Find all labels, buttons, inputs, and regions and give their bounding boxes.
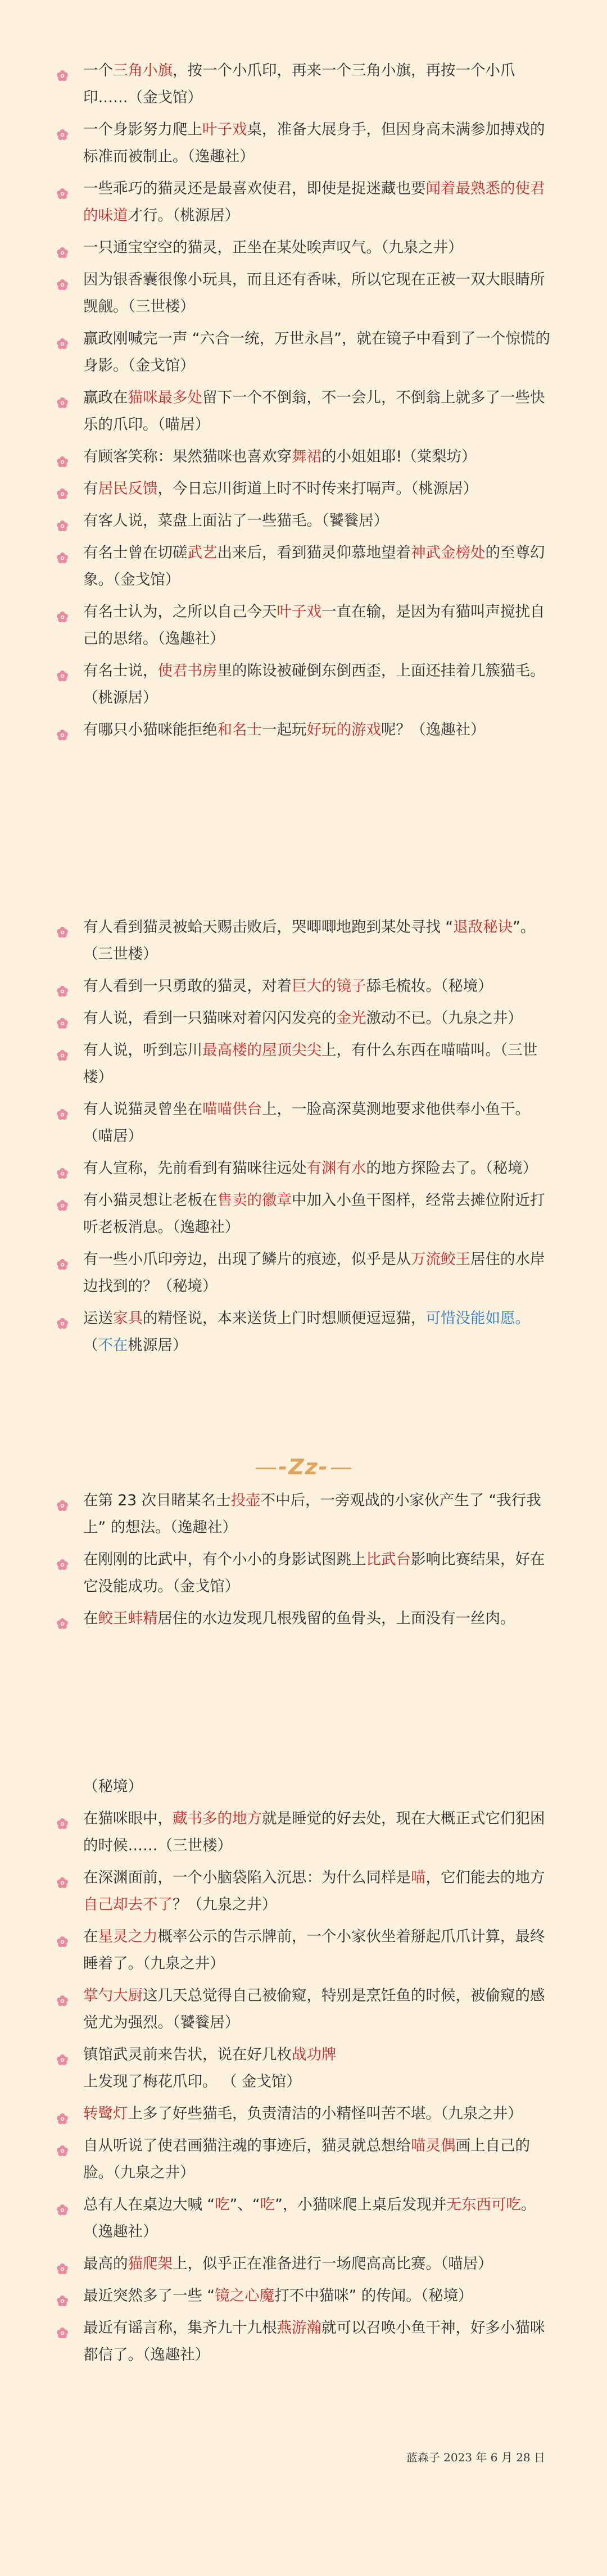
list-item <box>0 1096 607 1150</box>
text-segment: 在深渊面前，一个小脑袋陷入沉思：为什么同样是 <box>83 1869 411 1886</box>
list-item <box>0 57 607 111</box>
pink-flower-icon <box>56 2321 69 2334</box>
highlight-red: 猫咪最多处 <box>128 389 202 406</box>
section-3 <box>0 1487 607 1637</box>
list-item <box>0 973 607 1000</box>
list-item <box>0 2283 607 2310</box>
highlight-red: 星灵之力 <box>98 1928 158 1945</box>
list-item <box>0 116 607 170</box>
text-segment: 上发现了梅花爪印。 （ 金戈馆） <box>83 2073 301 2090</box>
pink-flower-icon <box>56 1989 69 2002</box>
pink-flower-icon <box>56 64 69 76</box>
pink-flower-icon <box>56 605 69 618</box>
highlight-red: 叶子戏 <box>277 603 321 621</box>
pink-flower-icon <box>56 1162 69 1174</box>
text-segment: 有名士说， <box>83 662 158 680</box>
text-segment: 就可以召唤小鱼干神，好多小猫咪都信了。（逸趣社） <box>83 2319 545 2364</box>
highlight-red: 三角小旗 <box>113 62 173 79</box>
list-item <box>0 599 607 653</box>
pink-flower-icon <box>56 332 69 345</box>
list-item <box>0 1923 607 1977</box>
highlight-red: 自己却去不了 <box>83 1896 173 1913</box>
list-item <box>0 508 607 535</box>
text-segment: 的地方探险去了。（秘境） <box>366 1160 538 1177</box>
list-item <box>0 443 607 470</box>
pink-flower-icon <box>56 1312 69 1324</box>
list-item <box>0 1037 607 1091</box>
text-segment: 有小猫灵想让老板在 <box>83 1192 218 1209</box>
pink-flower-icon <box>56 1253 69 1265</box>
list-item <box>0 658 607 712</box>
text-segment: 一些乖巧的猫灵还是最喜欢使君，即使是捉迷藏也要 <box>83 180 426 197</box>
pink-flower-icon <box>56 1930 69 1943</box>
text-segment: 桌，准备大展身手，但因身高未满参加搏戏的标准而被制止。（逸趣社） <box>83 121 545 165</box>
text-segment: 上，有什么东西在喵喵叫。（三世楼） <box>83 1042 538 1086</box>
highlight-blue: 不在 <box>98 1337 128 1354</box>
highlight-red: 武艺 <box>187 544 218 562</box>
highlight-red: 投壶 <box>230 1492 261 1509</box>
pink-flower-icon <box>56 241 69 253</box>
text-segment: 呢？（逸趣社） <box>381 721 486 739</box>
text-segment: 最近有谣言称，集齐九十九根 <box>83 2319 277 2337</box>
highlight-red: 好玩的游戏 <box>306 721 381 739</box>
list-item <box>0 540 607 594</box>
text-segment: 有人看到猫灵被蛤天赐击败后，哭唧唧地跑到某处寻找 “ <box>83 918 454 936</box>
text-segment: 激动不已。（九泉之井） <box>366 1009 523 1027</box>
text-segment: 影响比赛结果，好在它没能成功。（金戈馆） <box>83 1551 545 1595</box>
text-segment: 里的陈设被碰倒东倒西歪，上面还挂着几簇猫毛。（桃源居） <box>83 662 545 707</box>
highlight-red: 万流鲛王 <box>411 1251 470 1268</box>
highlight-red: 退敌秘诀 <box>453 918 513 936</box>
list-item <box>0 2315 607 2369</box>
text-segment: 中加入小鱼干图样，经常去摊位附近打听老板消息。（逸趣社） <box>83 1192 545 1236</box>
text-segment: 上多了好些猫毛，负责清洁的小精怪叫苦不堪。（九泉之井） <box>128 2105 523 2122</box>
list-item <box>0 1487 607 1541</box>
list-item <box>0 1005 607 1032</box>
text-segment: 在 <box>83 1928 98 1945</box>
text-segment: ”，小猫咪爬上桌后发现并 <box>275 2196 447 2213</box>
list-item <box>0 717 607 744</box>
section-4 <box>0 1773 607 2374</box>
text-segment: 有名士曾在切磋 <box>83 544 188 562</box>
text-segment: 有人说，看到一只猫咪对着闪闪发亮的 <box>83 1009 337 1027</box>
text-segment: 最高的 <box>83 2255 128 2272</box>
pink-flower-icon <box>56 1612 69 1624</box>
text-segment: ？（九泉之井） <box>173 1896 277 1913</box>
text-segment: ，按一个小爪印，再来一个三角小旗，再按一个小爪印……（金戈馆） <box>83 62 515 106</box>
pink-flower-icon <box>56 980 69 992</box>
text-segment: 才行。（桃源居） <box>128 207 240 224</box>
text-segment: 最近突然多了一些 “ <box>83 2287 215 2305</box>
highlight-red: 舞裙 <box>292 448 321 465</box>
highlight-blue: 可惜没能如愿。 <box>425 1310 530 1327</box>
pink-flower-icon <box>56 546 69 559</box>
highlight-red: 最高楼的屋顶尖尖 <box>202 1042 321 1059</box>
pink-flower-icon <box>56 123 69 135</box>
text-segment: 在刚刚的比武中，有个小小的身影试图跳上 <box>83 1551 366 1568</box>
pink-flower-icon <box>56 1871 69 1884</box>
text-segment: 有 <box>83 480 98 497</box>
highlight-red: 叶子戏 <box>202 121 247 138</box>
pink-flower-icon <box>56 482 69 495</box>
pink-flower-icon <box>56 921 69 933</box>
text-segment: 赢政在 <box>83 389 128 406</box>
text-segment: 有名士认为，之所以自己今天 <box>83 603 277 621</box>
highlight-red: 售卖的徽章 <box>217 1192 292 1209</box>
text-segment: 画上自己的脸。（九泉之井） <box>83 2137 530 2181</box>
text-segment: 在猫咪眼中， <box>83 1810 173 1827</box>
highlight-red: 掌勺大厨 <box>83 1987 143 2004</box>
list-item <box>0 1155 607 1182</box>
highlight-red: 藏书多的地方 <box>173 1810 262 1827</box>
pink-flower-icon <box>56 2289 69 2302</box>
text-segment: 有人说，听到忘川 <box>83 1042 202 1059</box>
highlight-red: 猫爬架 <box>128 2255 173 2272</box>
list-item <box>0 1546 607 1600</box>
highlight-red: 居民反馈 <box>98 480 158 497</box>
text-segment: 的至尊幻象。（金戈馆） <box>83 544 545 588</box>
text-segment: 上，一脸高深莫测地要求他供奉小鱼干。（喵居） <box>83 1101 530 1145</box>
highlight-red: 战功牌 <box>292 2046 337 2063</box>
highlight-red: 无东西可吃 <box>446 2196 521 2213</box>
text-segment: 自从听说了使君画猫注魂的事迹后，猫灵就总想给 <box>83 2137 411 2154</box>
orphan-tag: （秘境） <box>83 1778 143 1795</box>
text-segment: 一个 <box>83 62 113 79</box>
pink-flower-icon <box>56 1553 69 1565</box>
list-item <box>0 266 607 320</box>
highlight-red: 和名士 <box>217 721 262 739</box>
list-item <box>0 325 607 379</box>
zz-divider: -Zz- <box>0 1455 607 1479</box>
text-segment: 有人看到一只勇敢的猫灵，对着 <box>83 977 292 995</box>
pink-flower-icon <box>56 1812 69 1825</box>
text-segment: 总有人在桌边大喊 “ <box>83 2196 215 2213</box>
pink-flower-icon <box>56 450 69 463</box>
list-item <box>0 234 607 261</box>
text-segment: 因为银香囊很像小玩具，而且还有香味，所以它现在正被一双大眼睛所觊觎。（三世楼） <box>83 271 545 315</box>
list-item <box>0 1187 607 1241</box>
highlight-red: 神武金榜处 <box>411 544 486 562</box>
pink-flower-icon <box>56 1103 69 1115</box>
highlight-red: 转鹭灯 <box>83 2105 128 2122</box>
pink-flower-icon <box>56 273 69 286</box>
highlight-red: 家具 <box>113 1310 143 1327</box>
list-item <box>0 1246 607 1300</box>
text-segment: 留下一个不倒翁，不一会儿，不倒翁上就多了一些快乐的爪印。（喵居） <box>83 389 545 433</box>
list-item <box>0 384 607 438</box>
text-segment: 舔毛梳妆。（秘境） <box>366 977 493 995</box>
highlight-red: 鲛王蚌精 <box>98 1610 158 1627</box>
highlight-red: 喵 <box>411 1869 426 1886</box>
text-segment: 桃源居） <box>128 1337 188 1354</box>
text-segment: 在第 23 次目睹某名士 <box>83 1492 231 1509</box>
text-segment: 有客人说，菜盘上面沾了一些猫毛。（饕餮居） <box>83 512 389 529</box>
text-segment: 出来后，看到猫灵仰慕地望着 <box>217 544 411 562</box>
highlight-red: 闻着最熟悉的使君的味道 <box>83 180 545 224</box>
pink-flower-icon <box>56 2198 69 2211</box>
pink-flower-icon <box>56 1194 69 1206</box>
highlight-red: 金光 <box>336 1009 366 1027</box>
text-segment: ”。（三世楼） <box>83 918 536 963</box>
text-segment: 概率公示的告示牌前，一个小家伙坐着掰起爪爪计算，最终睡着了。（九泉之井） <box>83 1928 545 1972</box>
text-segment: 上，似乎正在准备进行一场爬高高比赛。（喵居） <box>173 2255 493 2272</box>
text-segment: （ <box>83 1337 98 1354</box>
text-segment: 赢政刚喊完一声 “六合一统，万世永昌”，就在镜子中看到了一个惊慌的身影。（金戈馆） <box>83 330 550 374</box>
text-segment: 有一些小爪印旁边，出现了鳞片的痕迹，似乎是从 <box>83 1251 411 1268</box>
list-item <box>0 476 607 502</box>
text-segment: 一直在输，是因为有猫叫声搅扰自己的思绪。（逸趣社） <box>83 603 545 648</box>
list-item <box>0 2192 607 2245</box>
highlight-red: 巨大的镜子 <box>292 977 366 995</box>
pink-flower-icon <box>56 1044 69 1056</box>
text-segment: 。（逸趣社） <box>83 2196 536 2240</box>
text-segment: ，今日忘川街道上时不时传来打嗝声。（桃源居） <box>157 480 478 497</box>
text-segment: ，它们能去的地方 <box>425 1869 545 1886</box>
list-item <box>0 1605 607 1632</box>
list-item <box>0 1805 607 1859</box>
footer-date: 蓝森子 2023 年 6 月 28 日 <box>406 2451 545 2464</box>
text-segment: 的小姐姐耶!（棠梨坊） <box>321 448 477 465</box>
list-item <box>0 2133 607 2186</box>
highlight-red: 燕游瀚 <box>277 2319 321 2337</box>
list-item <box>0 1305 607 1359</box>
pink-flower-icon <box>56 2139 69 2152</box>
list-item <box>0 2041 607 2095</box>
list-item <box>0 2100 607 2127</box>
text-segment: 居住的水岸边找到的？（秘境） <box>83 1251 545 1295</box>
text-segment: 居住的水边发现几根残留的鱼骨头，上面没有一丝肉。 <box>157 1610 515 1627</box>
text-segment: 有顾客笑称：果然猫咪也喜欢穿 <box>83 448 292 465</box>
list-item <box>0 914 607 968</box>
pink-flower-icon <box>56 1012 69 1024</box>
highlight-red: 镜之心魔 <box>215 2287 275 2305</box>
section-2 <box>0 914 607 1364</box>
pink-flower-icon <box>56 664 69 677</box>
text-segment: ”、“ <box>229 2196 260 2213</box>
pink-flower-icon <box>56 2257 69 2270</box>
text-segment: 运送 <box>83 1310 113 1327</box>
pink-flower-icon <box>56 1494 69 1506</box>
pink-flower-icon <box>56 182 69 194</box>
list-item <box>0 1864 607 1918</box>
text-segment: 一个身影努力爬上 <box>83 121 202 138</box>
text-segment: 在 <box>83 1610 98 1627</box>
text-segment: 镇馆武灵前来告状，说在好几枚 <box>83 2046 292 2063</box>
highlight-red: 比武台 <box>366 1551 411 1568</box>
pink-flower-icon <box>56 2107 69 2120</box>
pink-flower-icon <box>56 723 69 736</box>
highlight-red: 喵喵供台 <box>202 1101 262 1118</box>
highlight-red: 使君书房 <box>157 662 218 680</box>
highlight-red: 喵灵偶 <box>411 2137 456 2154</box>
text-segment: 有人说猫灵曾坐在 <box>83 1101 202 1118</box>
pink-flower-icon <box>56 2048 69 2061</box>
section-1 <box>0 57 607 749</box>
highlight-red: 吃 <box>215 2196 230 2213</box>
highlight-red: 有渊有水 <box>306 1160 366 1177</box>
text-segment: 一起玩 <box>262 721 307 739</box>
text-segment: 有人宣称，先前看到有猫咪往远处 <box>83 1160 307 1177</box>
text-segment: 打不中猫咪” 的传闻。（秘境） <box>274 2287 473 2305</box>
pink-flower-icon <box>56 391 69 404</box>
text-segment: 的精怪说，本来送货上门时想顺便逗逗猫， <box>143 1310 426 1327</box>
highlight-red: 吃 <box>260 2196 275 2213</box>
list-item <box>0 2251 607 2278</box>
list-item <box>0 175 607 229</box>
list-item <box>0 1982 607 2036</box>
text-segment: 一只通宝空空的猫灵，正坐在某处唉声叹气。（九泉之井） <box>83 239 463 256</box>
text-segment: 就是睡觉的好去处，现在大概正式它们犯困的时候……（三世楼） <box>83 1810 545 1854</box>
text-segment: 不中后，一旁观战的小家伙产生了 “我行我上” 的想法。（逸趣社） <box>83 1492 541 1536</box>
text-segment: 这几天总觉得自己被偷窥，特别是烹饪鱼的时候，被偷窥的感觉尤为强烈。（饕餮居） <box>83 1987 545 2031</box>
pink-flower-icon <box>56 514 69 527</box>
text-segment: 有哪只小猫咪能拒绝 <box>83 721 218 739</box>
